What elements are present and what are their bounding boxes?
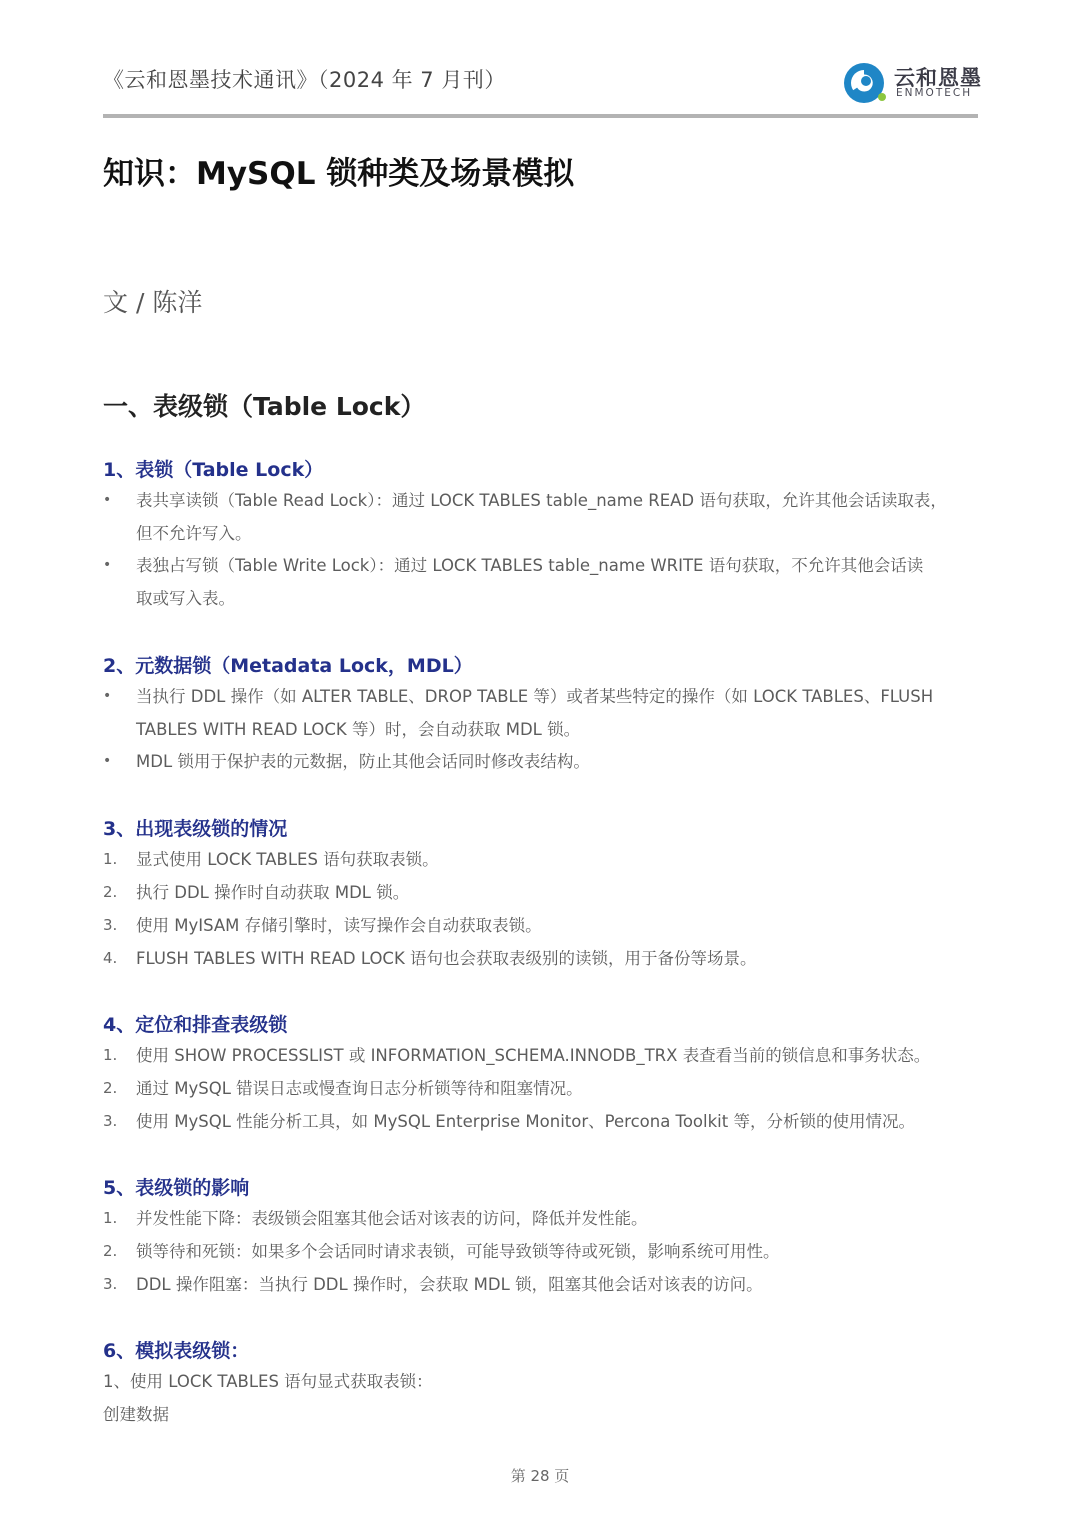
list-number: 4. [103, 949, 118, 967]
list-item-text: 并发性能下降：表级锁会阻塞其他会话对该表的访问，降低并发性能。 [136, 1209, 648, 1228]
list-item-text: 锁等待和死锁：如果多个会话同时请求表锁，可能导致锁等待或死锁，影响系统可用性。 [136, 1242, 780, 1261]
list-item [103, 549, 983, 615]
list-item-text: 使用 SHOW PROCESSLIST 或 INFORMATION_SCHEMA.INNODB_TRX 表查看当前的锁信息和事务状态。 [136, 1046, 931, 1065]
list-item [103, 843, 983, 876]
list-item-text: 表共享读锁（Table Read Lock）：通过 LOCK TABLES table_name READ 语句获取，允许其他会话读取表， [136, 491, 947, 510]
list-item-text: 表独占写锁（Table Write Lock）：通过 LOCK TABLES table_name WRITE 语句获取，不允许其他会话读 [136, 556, 924, 575]
list-number: 1. [103, 1209, 118, 1227]
list-item [103, 1202, 983, 1235]
subsection-heading-2: 2、元数据锁（Metadata Lock，MDL） [103, 655, 473, 677]
bullet-marker: • [103, 753, 112, 769]
subsection-heading-3: 3、出现表级锁的情况 [103, 818, 288, 840]
list-item-text: 但不允许写入。 [136, 524, 252, 543]
list-number: 2. [103, 883, 118, 901]
bullet-marker: • [103, 688, 112, 704]
list-item-text: DDL 操作阻塞：当执行 DDL 操作时，会获取 MDL 锁，阻塞其他会话对该表的访问。 [136, 1275, 763, 1294]
subsection-heading-5: 5、表级锁的影响 [103, 1177, 250, 1199]
author-line: 文 / 陈洋 [103, 288, 203, 317]
bullet-marker: • [103, 492, 112, 508]
list-item [103, 680, 983, 746]
list-item-text: 使用 MyISAM 存储引擎时，读写操作会自动获取表锁。 [136, 916, 542, 935]
list-item [103, 484, 983, 550]
list-item [103, 909, 983, 942]
article-title: 知识：MySQL 锁种类及场景模拟 [103, 156, 575, 192]
list-item-text: TABLES WITH READ LOCK 等）时，会自动获取 MDL 锁。 [136, 720, 581, 739]
enmotech-logo [842, 58, 982, 106]
list-item [103, 1235, 983, 1268]
list-number: 2. [103, 1079, 118, 1097]
list-item-text: 取或写入表。 [136, 589, 235, 608]
header-divider [103, 114, 978, 118]
list-item [103, 745, 983, 778]
list-item-text: MDL 锁用于保护表的元数据，防止其他会话同时修改表结构。 [136, 752, 590, 771]
list-number: 2. [103, 1242, 118, 1260]
bullet-marker: • [103, 557, 112, 573]
list-item [103, 1039, 983, 1072]
list-item-text: 执行 DDL 操作时自动获取 MDL 锁。 [136, 883, 410, 902]
subsection-heading-1: 1、表锁（Table Lock） [103, 459, 324, 481]
list-item-text: 显式使用 LOCK TABLES 语句获取表锁。 [136, 850, 439, 869]
subsection-heading-6: 6、模拟表级锁： [103, 1340, 250, 1362]
list-number: 3. [103, 1112, 118, 1130]
enmotech-logo-icon [842, 58, 890, 106]
list-item-text: 当执行 DDL 操作（如 ALTER TABLE、DROP TABLE 等）或者某些特定的操作（如 LOCK TABLES、FLUSH [136, 687, 934, 706]
list-number: 3. [103, 916, 118, 934]
list-item-text: 通过 MySQL 错误日志或慢查询日志分析锁等待和阻塞情况。 [136, 1079, 583, 1098]
list-item [103, 942, 983, 975]
page-number: 第 28 页 [510, 1467, 570, 1485]
logo-text-en: ENMOTECH [896, 87, 973, 99]
list-item [103, 1072, 983, 1105]
list-item [103, 1105, 983, 1138]
list-number: 1. [103, 1046, 118, 1064]
logo-text-cn: 云和恩墨 [894, 66, 982, 90]
list-item-text: FLUSH TABLES WITH READ LOCK 语句也会获取表级别的读锁，用于备份等场景。 [136, 949, 757, 968]
body-line: 创建数据 [103, 1405, 169, 1424]
list-item [103, 1268, 983, 1301]
list-number: 1. [103, 850, 118, 868]
subsection-heading-4: 4、定位和排查表级锁 [103, 1014, 288, 1036]
publication-title: 《云和恩墨技术通讯》（2024 年 7 月刊） [103, 68, 506, 92]
list-item-text: 使用 MySQL 性能分析工具，如 MySQL Enterprise Monitor、Percona Toolkit 等，分析锁的使用情况。 [136, 1112, 915, 1131]
list-item [103, 876, 983, 909]
section-heading: 一、表级锁（Table Lock） [103, 392, 426, 421]
list-number: 3. [103, 1275, 118, 1293]
body-line: 1、使用 LOCK TABLES 语句显式获取表锁： [103, 1372, 433, 1391]
